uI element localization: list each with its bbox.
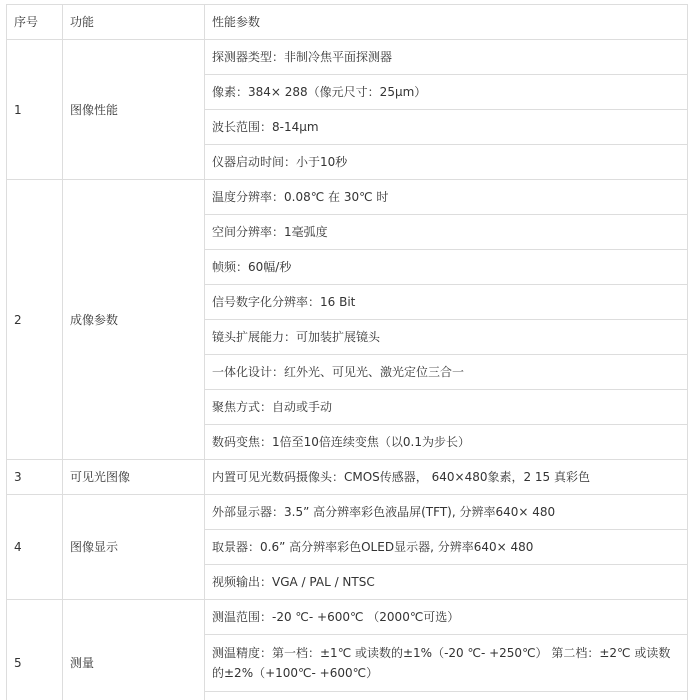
table-row — [7, 600, 688, 635]
param-cell: 像素：384× 288（像元尺寸：25μm） — [205, 75, 688, 110]
param-cell: 一体化设计：红外光、可见光、激光定位三合一 — [205, 355, 688, 390]
row-function: 测量 — [63, 600, 205, 700]
param-cell: 帧频：60幅/秒 — [205, 250, 688, 285]
row-no: 4 — [7, 495, 63, 600]
row-no: 5 — [7, 600, 63, 700]
param-cell: 温度分辨率：0.08℃ 在 30℃ 时 — [205, 180, 688, 215]
param-cell: 波长范围：8-14μm — [205, 110, 688, 145]
row-no: 1 — [7, 40, 63, 180]
param-cell: 外部显示器：3.5” 高分辨率彩色液晶屏(TFT), 分辨率640× 480 — [205, 495, 688, 530]
table-row — [7, 460, 688, 495]
row-no: 2 — [7, 180, 63, 460]
param-cell: 信号数字化分辨率：16 Bit — [205, 285, 688, 320]
row-function: 图像性能 — [63, 40, 205, 180]
row-function: 图像显示 — [63, 495, 205, 600]
param-cell: 视频输出：VGA / PAL / NTSC — [205, 565, 688, 600]
row-function: 成像参数 — [63, 180, 205, 460]
param-cell: 内置可见光数码摄像头：CMOS传感器， 640×480象素，2 15 真彩色 — [205, 460, 688, 495]
header-row — [7, 5, 688, 40]
param-cell: 探测器类型：非制冷焦平面探测器 — [205, 40, 688, 75]
param-cell: 取景器：0.6” 高分辨率彩色OLED显示器, 分辨率640× 480 — [205, 530, 688, 565]
header-params: 性能参数 — [205, 5, 688, 40]
param-cell: 聚焦方式：自动或手动 — [205, 390, 688, 425]
spec-table — [6, 4, 688, 700]
param-cell: 测温精度：第一档：±1℃ 或读数的±1%（-20 ℃- +250℃） 第二档：±2℃ 或读数的±2%（+100℃- +600℃） — [205, 635, 688, 692]
param-cell: 空间分辨率：1毫弧度 — [205, 215, 688, 250]
table-row — [7, 495, 688, 530]
param-cell: 数码变焦：1倍至10倍连续变焦（以0.1为步长） — [205, 425, 688, 460]
header-no: 序号 — [7, 5, 63, 40]
table-row — [7, 180, 688, 215]
param-cell: 镜头扩展能力：可加装扩展镜头 — [205, 320, 688, 355]
row-no: 3 — [7, 460, 63, 495]
param-cell: 测温范围：-20 ℃- +600℃ （2000℃可选） — [205, 600, 688, 635]
param-cell: 仪器启动时间：小于10秒 — [205, 145, 688, 180]
header-function: 功能 — [63, 5, 205, 40]
param-cell — [205, 692, 688, 700]
table-row — [7, 40, 688, 75]
row-function: 可见光图像 — [63, 460, 205, 495]
